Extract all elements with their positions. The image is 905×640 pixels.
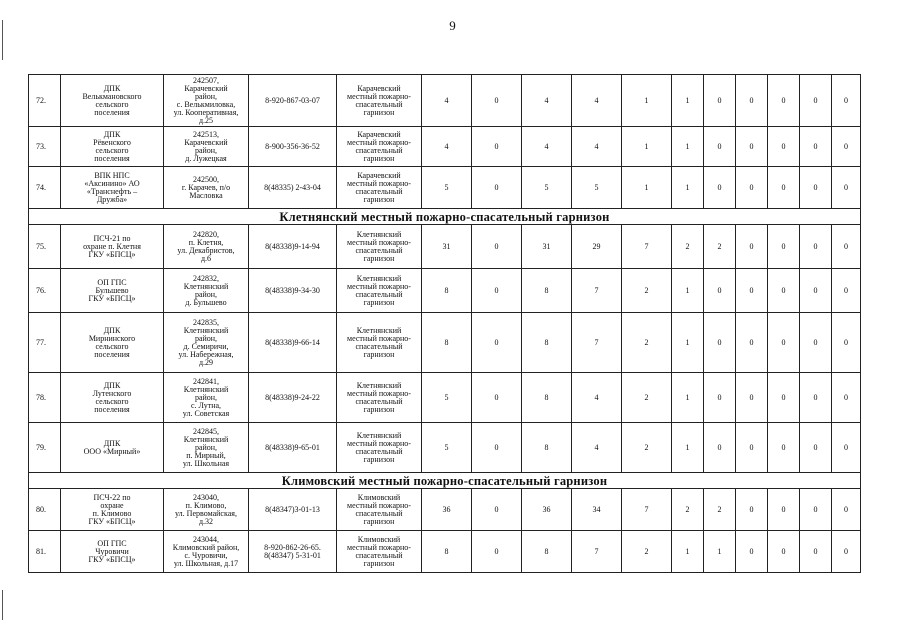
- unit-address: 242500, г. Карачев, п/о Масловка: [164, 167, 249, 209]
- value-cell: 5: [572, 167, 622, 209]
- value-cell: 1: [672, 269, 704, 313]
- value-cell: 1: [672, 531, 704, 573]
- value-cell: 0: [768, 225, 800, 269]
- unit-address: 242832, Клетнянский район, д. Бульшево: [164, 269, 249, 313]
- value-cell: 0: [800, 489, 832, 531]
- value-cell: 34: [572, 489, 622, 531]
- value-cell: 0: [736, 423, 768, 473]
- value-cell: 4: [572, 423, 622, 473]
- value-cell: 1: [672, 313, 704, 373]
- value-cell: 0: [800, 225, 832, 269]
- value-cell: 0: [472, 75, 522, 127]
- section-title: Климовский местный пожарно-спасательный гарнизон: [29, 473, 861, 489]
- value-cell: 0: [472, 269, 522, 313]
- value-cell: 0: [704, 373, 736, 423]
- unit-phone: 8(48338)9-14-94: [249, 225, 337, 269]
- value-cell: 5: [422, 167, 472, 209]
- value-cell: 5: [422, 373, 472, 423]
- value-cell: 2: [672, 225, 704, 269]
- value-cell: 0: [768, 75, 800, 127]
- row-number: 81.: [29, 531, 61, 573]
- value-cell: 1: [672, 127, 704, 167]
- value-cell: 8: [422, 313, 472, 373]
- value-cell: 7: [572, 531, 622, 573]
- value-cell: 31: [522, 225, 572, 269]
- value-cell: 4: [422, 127, 472, 167]
- value-cell: 0: [832, 531, 861, 573]
- value-cell: 0: [736, 313, 768, 373]
- value-cell: 0: [832, 127, 861, 167]
- value-cell: 2: [622, 373, 672, 423]
- value-cell: 0: [472, 489, 522, 531]
- value-cell: 0: [768, 167, 800, 209]
- value-cell: 0: [736, 269, 768, 313]
- value-cell: 2: [622, 423, 672, 473]
- value-cell: 0: [736, 531, 768, 573]
- value-cell: 4: [522, 127, 572, 167]
- row-number: 74.: [29, 167, 61, 209]
- value-cell: 0: [768, 373, 800, 423]
- value-cell: 0: [704, 313, 736, 373]
- unit-garrison: Карачевский местный пожарно- спасательный гарнизон: [337, 75, 422, 127]
- table-row: [29, 127, 861, 167]
- unit-garrison: Климовский местный пожарно- спасательный гарнизон: [337, 489, 422, 531]
- value-cell: 8: [422, 269, 472, 313]
- value-cell: 8: [522, 423, 572, 473]
- unit-name: ОП ГПС Бульшево ГКУ «БПСЦ»: [61, 269, 164, 313]
- unit-phone: 8-920-867-03-07: [249, 75, 337, 127]
- section-row-klimovo: [29, 473, 861, 489]
- page-number: 9: [449, 18, 456, 33]
- unit-address: 242507, Карачевский район, с. Велькмиловка, ул. Кооперативная, д.25: [164, 75, 249, 127]
- table-row: [29, 269, 861, 313]
- value-cell: 0: [736, 127, 768, 167]
- scan-edge-mark: [2, 20, 3, 60]
- value-cell: 0: [736, 373, 768, 423]
- value-cell: 0: [768, 423, 800, 473]
- value-cell: 1: [622, 167, 672, 209]
- table-row: [29, 313, 861, 373]
- value-cell: 0: [832, 373, 861, 423]
- value-cell: 0: [736, 167, 768, 209]
- value-cell: 5: [422, 423, 472, 473]
- value-cell: 36: [522, 489, 572, 531]
- unit-name: ДПК Мирнинского сельского поселения: [61, 313, 164, 373]
- value-cell: 8: [422, 531, 472, 573]
- value-cell: 8: [522, 531, 572, 573]
- value-cell: 8: [522, 373, 572, 423]
- unit-garrison: Карачевский местный пожарно- спасательный гарнизон: [337, 127, 422, 167]
- value-cell: 1: [672, 423, 704, 473]
- table-row: [29, 423, 861, 473]
- table-row: [29, 167, 861, 209]
- value-cell: 7: [572, 313, 622, 373]
- value-cell: 4: [572, 75, 622, 127]
- value-cell: 7: [622, 225, 672, 269]
- value-cell: 0: [768, 269, 800, 313]
- value-cell: 2: [704, 225, 736, 269]
- row-number: 79.: [29, 423, 61, 473]
- unit-address: 242513, Карачевский район, д. Лужецкая: [164, 127, 249, 167]
- value-cell: 8: [522, 269, 572, 313]
- row-number: 77.: [29, 313, 61, 373]
- value-cell: 0: [832, 489, 861, 531]
- unit-address: 242835, Клетнянский район, д. Семиричи, ул. Набережная, д.29: [164, 313, 249, 373]
- value-cell: 0: [768, 531, 800, 573]
- value-cell: 0: [472, 373, 522, 423]
- value-cell: 29: [572, 225, 622, 269]
- value-cell: 0: [472, 313, 522, 373]
- value-cell: 4: [522, 75, 572, 127]
- unit-phone: 8(48338)9-24-22: [249, 373, 337, 423]
- value-cell: 8: [522, 313, 572, 373]
- value-cell: 0: [472, 423, 522, 473]
- value-cell: 36: [422, 489, 472, 531]
- unit-address: 243040, п. Климово, ул. Первомайская, д.32: [164, 489, 249, 531]
- unit-phone: 8-900-356-36-52: [249, 127, 337, 167]
- value-cell: 0: [800, 269, 832, 313]
- value-cell: 0: [832, 75, 861, 127]
- value-cell: 1: [672, 167, 704, 209]
- unit-garrison: Клетнянский местный пожарно- спасательный гарнизон: [337, 269, 422, 313]
- unit-garrison: Клетнянский местный пожарно- спасательный гарнизон: [337, 373, 422, 423]
- value-cell: 5: [522, 167, 572, 209]
- value-cell: 0: [736, 489, 768, 531]
- value-cell: 1: [704, 531, 736, 573]
- row-number: 72.: [29, 75, 61, 127]
- value-cell: 0: [800, 75, 832, 127]
- unit-garrison: Климовский местный пожарно- спасательный гарнизон: [337, 531, 422, 573]
- value-cell: 0: [832, 313, 861, 373]
- unit-address: 243044, Климовский район, с. Чуровичи, ул. Школьная, д.17: [164, 531, 249, 573]
- unit-phone: 8(48338)9-66-14: [249, 313, 337, 373]
- row-number: 78.: [29, 373, 61, 423]
- value-cell: 2: [622, 269, 672, 313]
- row-number: 80.: [29, 489, 61, 531]
- unit-name: ДПК Лутенского сельского поселения: [61, 373, 164, 423]
- unit-phone: 8(48338)9-65-01: [249, 423, 337, 473]
- value-cell: 7: [622, 489, 672, 531]
- value-cell: 4: [572, 373, 622, 423]
- value-cell: 0: [704, 269, 736, 313]
- row-number: 76.: [29, 269, 61, 313]
- value-cell: 2: [704, 489, 736, 531]
- value-cell: 0: [768, 489, 800, 531]
- unit-garrison: Клетнянский местный пожарно- спасательный гарнизон: [337, 423, 422, 473]
- value-cell: 0: [800, 373, 832, 423]
- table-row: [29, 75, 861, 127]
- value-cell: 0: [736, 75, 768, 127]
- value-cell: 0: [800, 313, 832, 373]
- unit-address: 242845, Клетнянский район, п. Мирный, ул. Школьная: [164, 423, 249, 473]
- unit-phone: 8(48347)3-01-13: [249, 489, 337, 531]
- value-cell: 0: [704, 423, 736, 473]
- table-row: [29, 489, 861, 531]
- value-cell: 2: [672, 489, 704, 531]
- table-row: [29, 373, 861, 423]
- unit-garrison: Карачевский местный пожарно- спасательный гарнизон: [337, 167, 422, 209]
- table-row: [29, 531, 861, 573]
- value-cell: 0: [800, 167, 832, 209]
- unit-name: ДПК Рёвенского сельского поселения: [61, 127, 164, 167]
- value-cell: 0: [832, 225, 861, 269]
- value-cell: 1: [622, 75, 672, 127]
- value-cell: 31: [422, 225, 472, 269]
- unit-name: ПСЧ-21 по охране п. Клетня ГКУ «БПСЦ»: [61, 225, 164, 269]
- unit-garrison: Клетнянский местный пожарно- спасательный гарнизон: [337, 225, 422, 269]
- row-number: 73.: [29, 127, 61, 167]
- value-cell: 0: [832, 167, 861, 209]
- value-cell: 0: [704, 167, 736, 209]
- value-cell: 0: [800, 531, 832, 573]
- value-cell: 0: [736, 225, 768, 269]
- unit-name: ДПК ООО «Мирный»: [61, 423, 164, 473]
- value-cell: 0: [472, 127, 522, 167]
- value-cell: 2: [622, 531, 672, 573]
- section-row-kletnya: [29, 209, 861, 225]
- table-row: [29, 225, 861, 269]
- unit-name: ПСЧ-22 по охране п. Климово ГКУ «БПСЦ»: [61, 489, 164, 531]
- unit-name: ВПК НПС «Аксинино» АО «Транснефть – Дружба»: [61, 167, 164, 209]
- fire-departments-table: [28, 74, 861, 573]
- value-cell: 4: [572, 127, 622, 167]
- value-cell: 1: [622, 127, 672, 167]
- unit-address: 242841, Клетнянский район, с. Лутна, ул. Советская: [164, 373, 249, 423]
- unit-garrison: Клетнянский местный пожарно- спасательный гарнизон: [337, 313, 422, 373]
- value-cell: 7: [572, 269, 622, 313]
- value-cell: 0: [800, 423, 832, 473]
- unit-phone: 8-920-862-26-65. 8(48347) 5-31-01: [249, 531, 337, 573]
- value-cell: 1: [672, 373, 704, 423]
- unit-name: ДПК Велькмановского сельского поселения: [61, 75, 164, 127]
- value-cell: 0: [472, 531, 522, 573]
- value-cell: 1: [672, 75, 704, 127]
- value-cell: 0: [832, 423, 861, 473]
- value-cell: 0: [768, 313, 800, 373]
- value-cell: 0: [800, 127, 832, 167]
- value-cell: 0: [472, 225, 522, 269]
- row-number: 75.: [29, 225, 61, 269]
- value-cell: 0: [472, 167, 522, 209]
- value-cell: 0: [704, 75, 736, 127]
- unit-phone: 8(48335) 2-43-04: [249, 167, 337, 209]
- value-cell: 0: [832, 269, 861, 313]
- value-cell: 0: [704, 127, 736, 167]
- value-cell: 0: [768, 127, 800, 167]
- unit-phone: 8(48338)9-34-30: [249, 269, 337, 313]
- value-cell: 4: [422, 75, 472, 127]
- section-title: Клетнянский местный пожарно-спасательный гарнизон: [29, 209, 861, 225]
- scan-edge-mark: [2, 590, 3, 620]
- unit-name: ОП ГПС Чуровичи ГКУ «БПСЦ»: [61, 531, 164, 573]
- value-cell: 2: [622, 313, 672, 373]
- unit-address: 242820, п. Клетня, ул. Декабристов, д.6: [164, 225, 249, 269]
